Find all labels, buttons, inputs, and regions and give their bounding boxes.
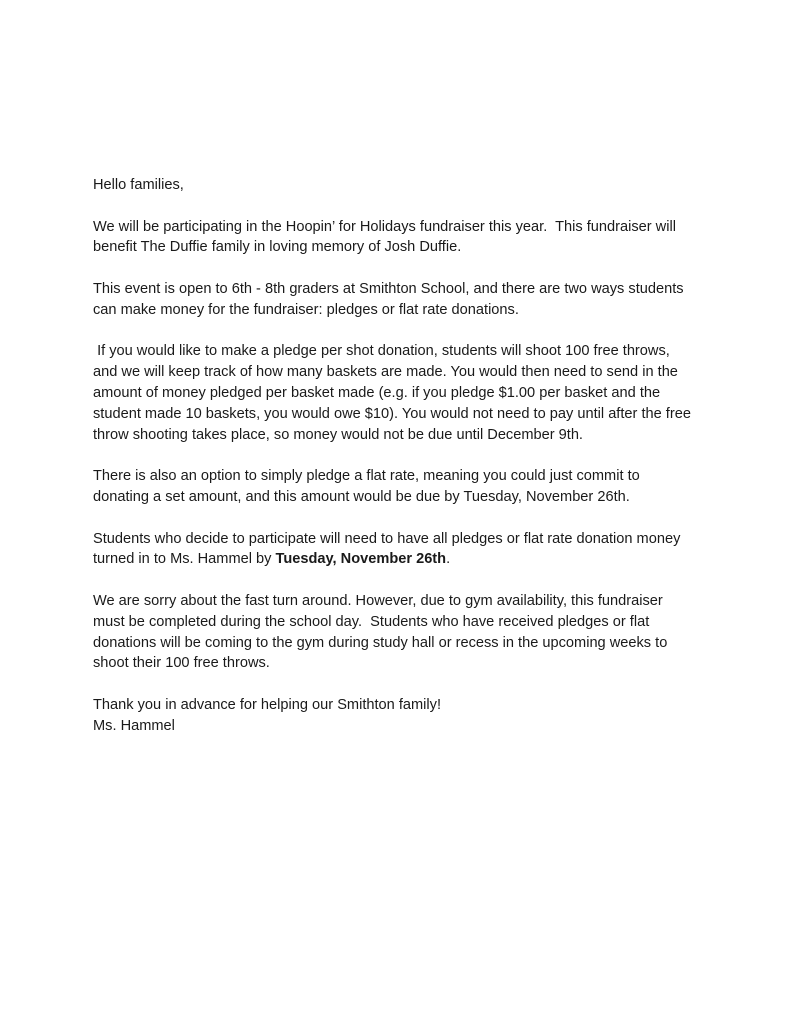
deadline-date: Tuesday, November 26th xyxy=(275,551,447,568)
paragraph-fundraiser-intro: We will be participating in the Hoopin’ for Holidays fundraiser this year. This fundraiser will benefit The Duffie family in loving memory of Josh Duffie. xyxy=(93,218,680,256)
paragraph-apology: We are sorry about the fast turn around. However, due to gym availability, this fundraiser must be completed during the school day. Students who have received pledges or flat donations will be coming to the gym during study hall or recess in the upcoming weeks to shoot their 100 free throws. xyxy=(93,592,672,672)
paragraph-deadline xyxy=(93,529,693,571)
deadline-period: . xyxy=(446,551,451,568)
deadline-text: Students who decide to participate will need to have all pledges or flat rate donation money turned in to Ms. Hammel by xyxy=(93,530,685,568)
letter-body xyxy=(93,175,693,737)
greeting: Hello families, xyxy=(93,177,184,193)
paragraph-eligibility: This event is open to 6th - 8th graders at Smithton School, and there are two ways students can make money for the fundraiser: pledges or flat rate donations. xyxy=(93,280,688,318)
signature: Ms. Hammel xyxy=(93,717,175,734)
paragraph-flat-rate: There is also an option to simply pledge a flat rate, meaning you could just commit to donating a set amount, and this amount would be due by Tuesday, November 26th. xyxy=(93,468,644,505)
closing-line: Thank you in advance for helping our Smithton family! xyxy=(93,696,442,713)
paragraph-pledge-per-shot: If you would like to make a pledge per shot donation, students will shoot 100 free throws, and we will keep track of how many baskets are made. You would then need to send in the amount of money pledged per basket made (e.g. if you pledge $1.00 per basket and the student made 10 baskets, you would owe $10). You would not need to pay until after the free throw shooting takes place, so money would not be due until December 9th. xyxy=(93,343,695,443)
